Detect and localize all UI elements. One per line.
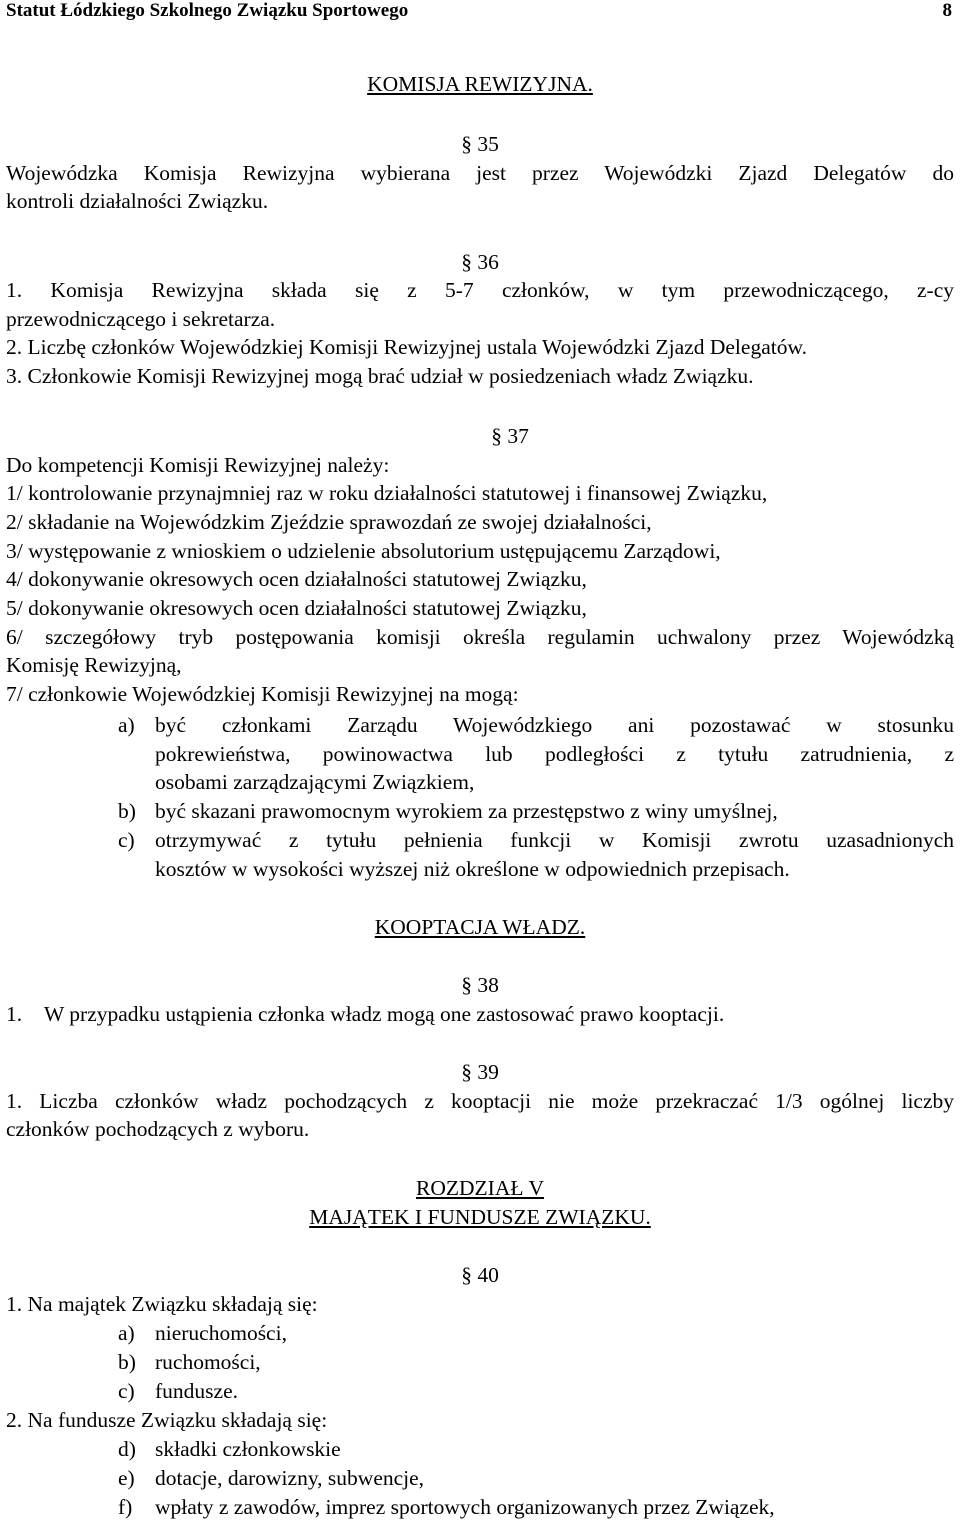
text-line: 3. Członkowie Komisji Rewizyjnej mogą brać udział w posiedzeniach władz Związku.: [6, 364, 754, 388]
text-line: 1. Komisja Rewizyjna składa się z 5-7 członków, w tym przewodniczącego, z-cy: [6, 278, 954, 302]
text-line: Wojewódzka Komisja Rewizyjna wybierana jest przez Wojewódzki Zjazd Delegatów do: [6, 161, 954, 185]
paragraph-mark-36: § 36: [461, 250, 499, 274]
section-heading-kooptacja: KOOPTACJA WŁADZ.: [374, 915, 586, 939]
sub-item-label: e): [118, 1466, 135, 1490]
chapter-subtitle: MAJĄTEK I FUNDUSZE ZWIĄZKU.: [309, 1205, 651, 1229]
sub-item-label: c): [118, 1379, 135, 1403]
sub-item-text: składki członkowskie: [155, 1437, 341, 1461]
list-item: 2/ składanie na Wojewódzkim Zjeździe sprawozdań ze swojej działalności,: [6, 510, 652, 534]
page-header: [6, 0, 952, 26]
paragraph-mark-39: § 39: [461, 1060, 499, 1084]
sub-item-label: d): [118, 1437, 136, 1461]
sub-item-text: ruchomości,: [155, 1350, 261, 1374]
text-line: Do kompetencji Komisji Rewizyjnej należy:: [6, 453, 390, 477]
text-line: Komisję Rewizyjną,: [6, 653, 182, 677]
sub-item-text: nieruchomości,: [155, 1321, 287, 1345]
list-item: 5/ dokonywanie okresowych ocen działalności statutowej Związku,: [6, 596, 587, 620]
sub-item-text: być członkami Zarządu Wojewódzkiego ani pozostawać w stosunku: [155, 713, 954, 737]
paragraph-mark-35: § 35: [461, 132, 499, 156]
paragraph-mark-37: § 37: [491, 424, 529, 448]
sub-item-label: c): [118, 828, 135, 852]
paragraph-mark-40: § 40: [461, 1263, 499, 1287]
list-item: 6/ szczegółowy tryb postępowania komisji określa regulamin uchwalony przez Wojewódzką: [6, 625, 954, 649]
sub-item-text: być skazani prawomocnym wyrokiem za przestępstwo z winy umyślnej,: [155, 799, 778, 823]
sub-item-text: kosztów w wysokości wyższej niż określone w odpowiednich przepisach.: [155, 857, 790, 881]
list-number: 1.: [6, 1002, 23, 1026]
document-title: Statut Łódzkiego Szkolnego Związku Sportowego: [6, 0, 409, 21]
paragraph-mark-38: § 38: [461, 973, 499, 997]
sub-item-text: osobami zarządzającymi Związkiem,: [155, 770, 475, 794]
sub-item-label: f): [118, 1495, 133, 1519]
sub-item-text: dotacje, darowizny, subwencje,: [155, 1466, 425, 1490]
text-line: 1. Na majątek Związku składają się:: [6, 1292, 318, 1316]
text-line: członków pochodzących z wyboru.: [6, 1117, 310, 1141]
page-number: 8: [942, 0, 952, 21]
list-item: 1/ kontrolowanie przynajmniej raz w roku działalności statutowej i finansowej Związku,: [6, 481, 768, 505]
sub-item-text: otrzymywać z tytułu pełnienia funkcji w Komisji zwrotu uzasadnionych: [155, 828, 954, 852]
text-line: przewodniczącego i sekretarza.: [6, 307, 276, 331]
text-line: kontroli działalności Związku.: [6, 189, 269, 213]
sub-item-text: wpłaty z zawodów, imprez sportowych organizowanych przez Związek,: [155, 1495, 775, 1519]
list-item: 3/ występowanie z wnioskiem o udzielenie absolutorium ustępującemu Zarządowi,: [6, 539, 721, 563]
sub-item-label: a): [118, 713, 135, 737]
text-line: W przypadku ustąpienia członka władz mogą one zastosować prawo kooptacji.: [44, 1002, 725, 1026]
sub-item-label: b): [118, 799, 136, 823]
sub-item-label: a): [118, 1321, 135, 1345]
list-item: 7/ członkowie Wojewódzkiej Komisji Rewizyjnej na mogą:: [6, 682, 519, 706]
text-line: 2. Liczbę członków Wojewódzkiej Komisji Rewizyjnej ustala Wojewódzki Zjazd Delegatów.: [6, 335, 807, 359]
sub-item-text: pokrewieństwa, powinowactwa lub podległości z tytułu zatrudnienia, z: [155, 742, 954, 766]
list-item: 4/ dokonywanie okresowych ocen działalności statutowej Związku,: [6, 567, 587, 591]
sub-item-text: fundusze.: [155, 1379, 238, 1403]
chapter-title: ROZDZIAŁ V: [416, 1176, 544, 1200]
text-line: 2. Na fundusze Związku składają się:: [6, 1408, 328, 1432]
text-line: 1. Liczba członków władz pochodzących z kooptacji nie może przekraczać 1/3 ogólnej liczby: [6, 1089, 954, 1113]
sub-item-label: b): [118, 1350, 136, 1374]
section-heading-komisja: KOMISJA REWIZYJNA.: [367, 72, 593, 96]
